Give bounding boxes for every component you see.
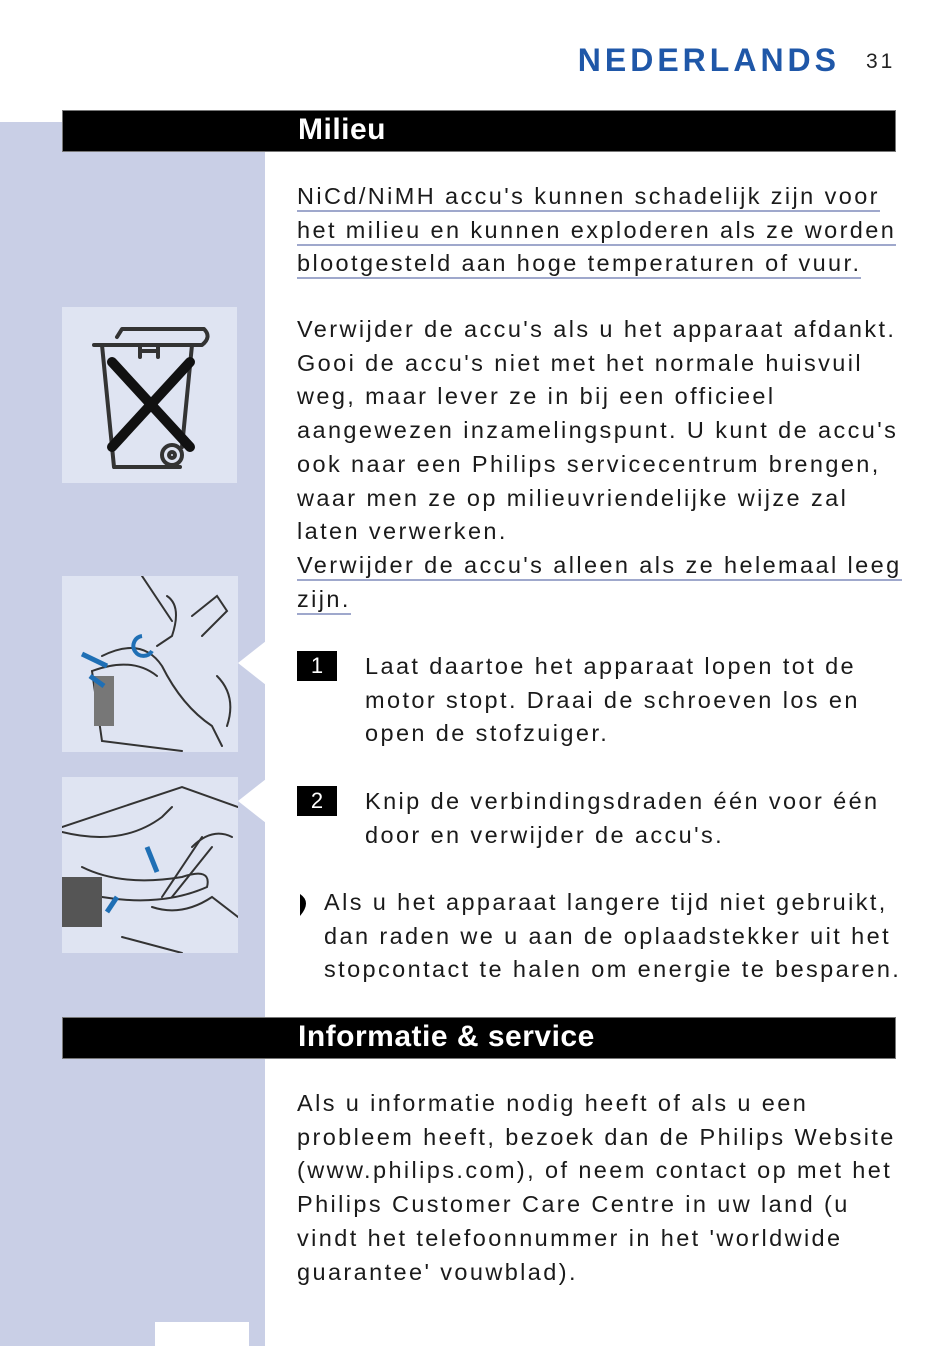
screwdriver-illustration [62, 576, 238, 752]
disposal-paragraph: Verwijder de accu's als u het apparaat afdankt. Gooi de accu's niet met het normale huisvuil weg, maar lever ze in bij een officieel aangewezen inzamelingspunt. U kunt de accu's ook naar een Philips servicecentrum brengen, waar men ze op milieuvriendelijke wijze zal laten verwerken. [297, 316, 899, 545]
step-2-text: Knip de verbindingsdraden één voor één door en verwijder de accu's. [365, 788, 880, 848]
service-paragraph: Als u informatie nodig heeft of als u een probleem heeft, bezoek dan de Philips Website (www.philips.com), of neem contact op met het Philips Customer Care Centre in uw land (u vindt het telefoonnummer in het 'worldwide guarantee' vouwblad). [297, 1090, 896, 1285]
step-1-text: Laat daartoe het apparaat lopen tot de motor stopt. Draai de schroeven los en open de stofzuiger. [365, 653, 860, 747]
warning-line-2: het milieu en kunnen exploderen als ze worden [297, 217, 896, 246]
language-header: NEDERLANDS [577, 42, 840, 78]
empty-battery-note [297, 549, 907, 616]
battery-warning [297, 180, 907, 281]
note-line-2: zijn. [297, 586, 351, 615]
cut-wires-illustration-panel [62, 777, 238, 953]
step-1-number: 1 [297, 651, 337, 681]
warning-line-1: NiCd/NiMH accu's kunnen schadelijk zijn voor [297, 183, 880, 212]
panel-notch-2 [238, 779, 266, 823]
footer-tab [155, 1322, 249, 1346]
warning-line-3: blootgesteld aan hoge temperaturen of vuur. [297, 250, 861, 279]
note-line-1: Verwijder de accu's alleen als ze helemaal leeg [297, 552, 902, 581]
bin-illustration-panel [62, 307, 237, 483]
section-title-milieu: Milieu [298, 113, 387, 146]
open-vacuum-illustration-panel [62, 576, 238, 752]
energy-tip: Als u het apparaat langere tijd niet gebruikt, dan raden we u aan de oplaadstekker uit het stopcontact te halen om energie te besparen. [324, 889, 902, 983]
wire-cutting-illustration [62, 777, 238, 953]
page-number: 31 [866, 50, 896, 73]
section-title-service: Informatie & service [298, 1020, 595, 1053]
bullet-triangle-icon [296, 890, 316, 920]
crossed-out-wheelie-bin-icon [62, 307, 237, 483]
panel-notch-1 [238, 641, 266, 685]
section-bar-milieu [62, 110, 896, 152]
section-bar-service [62, 1017, 896, 1059]
step-2-number: 2 [297, 786, 337, 816]
